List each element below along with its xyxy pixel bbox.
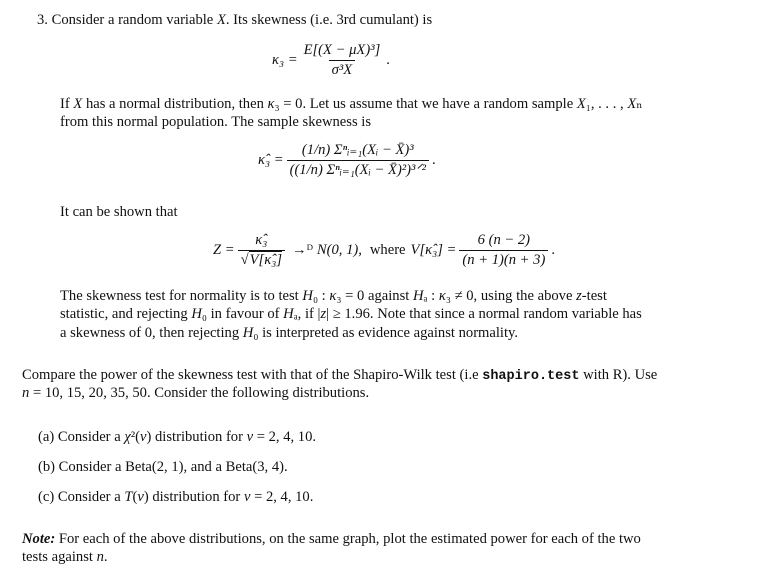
math-symbol: H xyxy=(283,306,294,322)
eq1-numerator: E[(X − μX)³] xyxy=(303,42,381,58)
text-segment: has a normal distribution, then xyxy=(82,96,268,112)
math-symbol: z xyxy=(576,288,582,304)
math-symbol: κ xyxy=(329,288,337,304)
math-symbol: H xyxy=(242,325,254,341)
text-segment: = 2, 4, 10. xyxy=(250,489,314,505)
math-symbol: χ xyxy=(124,429,131,445)
math-symbol: ν xyxy=(246,429,254,445)
text-segment: a skewness of 0, then rejecting xyxy=(60,325,243,341)
list-item-b xyxy=(38,458,288,476)
math-symbol: T xyxy=(124,489,133,505)
eq1-period: . xyxy=(386,52,390,68)
eq3-variance-lhs: V[κ̂₃] = xyxy=(410,242,457,258)
eq3-limit: N(0, 1), xyxy=(316,242,362,258)
eq1-denominator: σ³X xyxy=(329,60,356,79)
eq3-variance-denominator: (n + 1)(n + 3) xyxy=(459,250,548,269)
text-segment: ₀ is interpreted as evidence against normality. xyxy=(253,325,519,341)
eq3-lhs: Z = xyxy=(213,242,235,258)
code-text: shapiro.test xyxy=(482,369,580,384)
eq3-variance-numerator: 6 (n − 2) xyxy=(477,232,531,248)
equation-kappa3 xyxy=(272,42,390,79)
text-segment: ₃ = 0. Let us assume that we have a random sample xyxy=(274,96,577,112)
text-segment: ₁, . . . , xyxy=(585,96,628,112)
equation-sample-skewness xyxy=(258,142,436,179)
eq1-lhs: κ₃ = xyxy=(272,52,298,68)
math-symbol: n xyxy=(96,549,104,565)
text-segment: . Its skewness (i.e. 3rd cumulant) is xyxy=(225,12,433,28)
eq2-lhs: κ̂₃ = xyxy=(258,152,284,168)
text-segment: ) distribution for xyxy=(143,489,244,505)
text-segment: ( xyxy=(132,489,138,505)
eq2-numerator: (1/n) Σⁿᵢ₌₁(Xᵢ − X̄)³ xyxy=(301,142,414,158)
math-symbol: X xyxy=(73,96,83,112)
note-label: Note: xyxy=(22,531,56,547)
compare-line1 xyxy=(22,366,657,386)
list-item-c xyxy=(38,488,313,506)
text-segment: from this normal population. The sample skewness is xyxy=(60,114,372,130)
paragraph-test-line3 xyxy=(60,324,518,342)
note-line2 xyxy=(22,548,108,566)
math-symbol: X xyxy=(627,96,637,112)
paragraph-test-line2 xyxy=(60,305,642,323)
eq3-arrow: →ᴰ xyxy=(292,242,313,258)
problem-intro xyxy=(37,11,432,29)
eq3-denominator: V[κ̂₃] xyxy=(249,252,282,268)
text-segment: ₃ = 0 against xyxy=(336,288,413,304)
math-symbol: z xyxy=(320,306,327,322)
text-segment: (a) Consider a xyxy=(38,429,125,445)
math-symbol: ν xyxy=(140,429,147,445)
text-segment: 3. Consider a random variable xyxy=(37,12,217,28)
compare-line2 xyxy=(22,384,369,402)
text-segment: ₐ, if | xyxy=(293,306,321,322)
math-symbol: κ xyxy=(438,288,446,304)
math-symbol: H xyxy=(412,288,424,304)
text-segment: ₐ : xyxy=(423,288,439,304)
text-segment: ₙ xyxy=(636,96,643,112)
text-segment: = 10, 15, 20, 35, 50. Consider the following distributions. xyxy=(29,385,370,401)
paragraph-normal-line1 xyxy=(60,95,643,113)
text-segment: | ≥ 1.96. Note that since a normal random variable has xyxy=(326,306,642,322)
math-symbol: X xyxy=(576,96,586,112)
text-segment: with R). Use xyxy=(579,367,658,383)
text-segment: ) distribution for xyxy=(146,429,247,445)
list-item-a xyxy=(38,428,316,446)
math-symbol: ν xyxy=(243,489,251,505)
text-segment: The skewness test for normality is to test xyxy=(60,288,303,304)
text-segment: ₀ in favour of xyxy=(201,306,284,322)
text-segment: (b) Consider a Beta(2, 1), and a Beta(3, 4). xyxy=(38,459,288,475)
text-segment: . xyxy=(103,549,108,565)
math-symbol: n xyxy=(22,385,30,401)
text-segment: Compare the power of the skewness test with that of the Shapiro-Wilk test (i.e xyxy=(22,367,483,383)
eq3-numerator: κ̂₃ xyxy=(255,232,268,248)
equation-z-statistic: Z = $\frac{\text{κ̂₃}}{\text{√V[κ̂₃]}}$ →ᴰ N(0, 1), where V[κ̂₃] = $\frac{6 (n - 2)}{(n + 1)(n + 3)}$ . xyxy=(213,232,555,268)
paragraph-test-line1 xyxy=(60,287,607,305)
paragraph-normal-line2 xyxy=(60,113,371,131)
eq2-period: . xyxy=(431,152,436,168)
math-symbol: H xyxy=(191,306,202,322)
text-segment: ²( xyxy=(130,429,140,445)
note-line1 xyxy=(22,530,641,548)
eq3-period: . xyxy=(551,242,555,258)
text-segment: ₀ : xyxy=(312,288,330,304)
text-segment: statistic, and rejecting xyxy=(60,306,192,322)
math-symbol: X xyxy=(216,12,226,28)
eq3-where: where xyxy=(369,242,406,258)
text-segment: tests against xyxy=(22,549,97,565)
text-segment: For each of the above distributions, on the same graph, plot the estimated power for each of the two xyxy=(55,531,641,547)
text-segment: -test xyxy=(581,288,607,304)
math-symbol: κ xyxy=(267,96,275,112)
shown-text: It can be shown that xyxy=(60,204,178,220)
text-segment: ₃ ≠ 0, using the above xyxy=(445,288,577,304)
eq2-denominator: ((1/n) Σⁿᵢ₌₁(Xᵢ − X̄)²)³ᐟ² xyxy=(287,160,429,179)
text-segment: = 2, 4, 10. xyxy=(253,429,317,445)
text-segment: If xyxy=(60,96,74,112)
math-symbol: H xyxy=(302,288,313,304)
text-segment: (c) Consider a xyxy=(38,489,125,505)
math-symbol: ν xyxy=(137,489,144,505)
